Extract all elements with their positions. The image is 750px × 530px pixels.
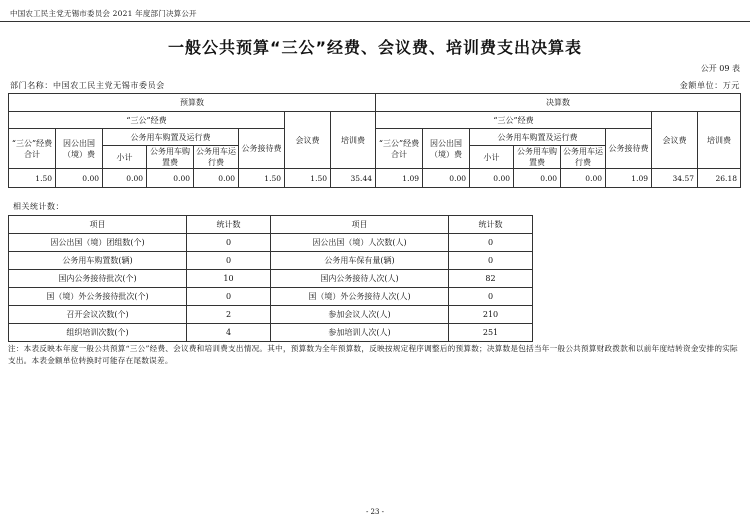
actual-meeting-header: 会议费 bbox=[652, 112, 698, 169]
table-row bbox=[9, 306, 533, 324]
budget-meeting-header: 会议费 bbox=[285, 112, 331, 169]
budget-abroad-header: 因公出国（境）费 bbox=[56, 129, 103, 169]
header-note: 中国农工民主党无锡市委员会 2021 年度部门决算公开 bbox=[10, 9, 197, 18]
budget-subtotal-header: 小计 bbox=[103, 146, 147, 169]
stats-count: 0 bbox=[449, 288, 533, 306]
stats-count: 210 bbox=[449, 306, 533, 324]
stats-item: 国内公务接待人次(人) bbox=[271, 270, 449, 288]
budget-vehicle-operation-header: 公务用车运行费 bbox=[194, 146, 239, 169]
stats-item: 国（境）外公务接待批次(个) bbox=[9, 288, 187, 306]
table-row bbox=[9, 234, 533, 252]
stats-item: 因公出国（境）人次数(人) bbox=[271, 234, 449, 252]
stats-item: 国（境）外公务接待人次(人) bbox=[271, 288, 449, 306]
value-cell: 0.00 bbox=[194, 169, 239, 188]
stats-item: 参加会议人次(人) bbox=[271, 306, 449, 324]
stats-count: 0 bbox=[187, 234, 271, 252]
table-row bbox=[9, 324, 533, 342]
stats-header-count: 统计数 bbox=[187, 216, 271, 234]
value-cell: 0.00 bbox=[103, 169, 147, 188]
actual-reception-header: 公务接待费 bbox=[606, 129, 652, 169]
amount-unit: 金额单位：万元 bbox=[679, 81, 740, 90]
actual-header: 决算数 bbox=[376, 94, 741, 112]
budget-vehicle-group-header: 公务用车购置及运行费 bbox=[103, 129, 239, 146]
actual-vehicle-operation-header: 公务用车运行费 bbox=[561, 146, 606, 169]
stats-header-row bbox=[9, 216, 533, 234]
budget-header: 预算数 bbox=[9, 94, 376, 112]
budget-reception-header: 公务接待费 bbox=[239, 129, 285, 169]
stats-table bbox=[8, 215, 533, 342]
budget-sangong-total-header: “三公”经费合计 bbox=[9, 129, 56, 169]
value-cell: 35.44 bbox=[331, 169, 376, 188]
expenditure-table bbox=[8, 93, 741, 188]
stats-item: 召开会议次数(个) bbox=[9, 306, 187, 324]
stats-item: 因公出国（境）团组数(个) bbox=[9, 234, 187, 252]
actual-training-header: 培训费 bbox=[698, 112, 741, 169]
stats-count: 0 bbox=[449, 234, 533, 252]
actual-vehicle-purchase-header: 公务用车购置费 bbox=[514, 146, 561, 169]
stats-item: 公务用车购置数(辆) bbox=[9, 252, 187, 270]
stats-item: 国内公务接待批次(个) bbox=[9, 270, 187, 288]
budget-sangong-header: “三公”经费 bbox=[9, 112, 285, 129]
stats-item: 参加培训人次(人) bbox=[271, 324, 449, 342]
value-cell: 34.57 bbox=[652, 169, 698, 188]
value-cell: 0.00 bbox=[147, 169, 194, 188]
value-cell: 0.00 bbox=[470, 169, 514, 188]
value-cell: 0.00 bbox=[561, 169, 606, 188]
page-title: 一般公共预算“三公”经费、会议费、培训费支出决算表 bbox=[167, 38, 583, 57]
stats-count: 0 bbox=[187, 288, 271, 306]
actual-subtotal-header: 小计 bbox=[470, 146, 514, 169]
budget-training-header: 培训费 bbox=[331, 112, 376, 169]
stats-count: 82 bbox=[449, 270, 533, 288]
value-cell: 0.00 bbox=[56, 169, 103, 188]
stats-item: 公务用车保有量(辆) bbox=[271, 252, 449, 270]
stats-count: 2 bbox=[187, 306, 271, 324]
footnote: 注：本表反映本年度一般公共预算“三公”经费、会议费和培训费支出情况。其中，预算数为全年预算数，反映按规定程序调整后的预算数；决算数是包括当年一般公共预算财政拨款和以前年度结转资金安排的实际支出。本表金额单位转换时可能存在尾数误差。 bbox=[8, 344, 738, 365]
value-cell: 1.09 bbox=[606, 169, 652, 188]
budget-vehicle-purchase-header: 公务用车购置费 bbox=[147, 146, 194, 169]
table-row bbox=[9, 270, 533, 288]
value-cell: 1.09 bbox=[376, 169, 423, 188]
header-divider bbox=[0, 21, 750, 22]
actual-sangong-header: “三公”经费 bbox=[376, 112, 652, 129]
actual-abroad-header: 因公出国（境）费 bbox=[423, 129, 470, 169]
value-cell: 1.50 bbox=[285, 169, 331, 188]
table-row bbox=[9, 288, 533, 306]
value-cell: 0.00 bbox=[423, 169, 470, 188]
stats-count: 0 bbox=[449, 252, 533, 270]
stats-count: 10 bbox=[187, 270, 271, 288]
stats-header-item: 项目 bbox=[9, 216, 187, 234]
value-cell: 1.50 bbox=[239, 169, 285, 188]
value-row bbox=[9, 169, 741, 188]
stats-count: 251 bbox=[449, 324, 533, 342]
stats-count: 4 bbox=[187, 324, 271, 342]
value-cell: 1.50 bbox=[9, 169, 56, 188]
value-cell: 0.00 bbox=[514, 169, 561, 188]
stats-header-item: 项目 bbox=[271, 216, 449, 234]
actual-vehicle-group-header: 公务用车购置及运行费 bbox=[470, 129, 606, 146]
stats-count: 0 bbox=[187, 252, 271, 270]
stats-header-count: 统计数 bbox=[449, 216, 533, 234]
stats-item: 组织培训次数(个) bbox=[9, 324, 187, 342]
actual-sangong-total-header: “三公”经费合计 bbox=[376, 129, 423, 169]
department-name: 部门名称：中国农工民主党无锡市委员会 bbox=[10, 81, 165, 90]
value-cell: 26.18 bbox=[698, 169, 741, 188]
table-number: 公开 09 表 bbox=[700, 64, 740, 73]
related-stats-label: 相关统计数： bbox=[13, 202, 64, 211]
table-row bbox=[9, 252, 533, 270]
page-number: - 23 - bbox=[365, 508, 385, 516]
